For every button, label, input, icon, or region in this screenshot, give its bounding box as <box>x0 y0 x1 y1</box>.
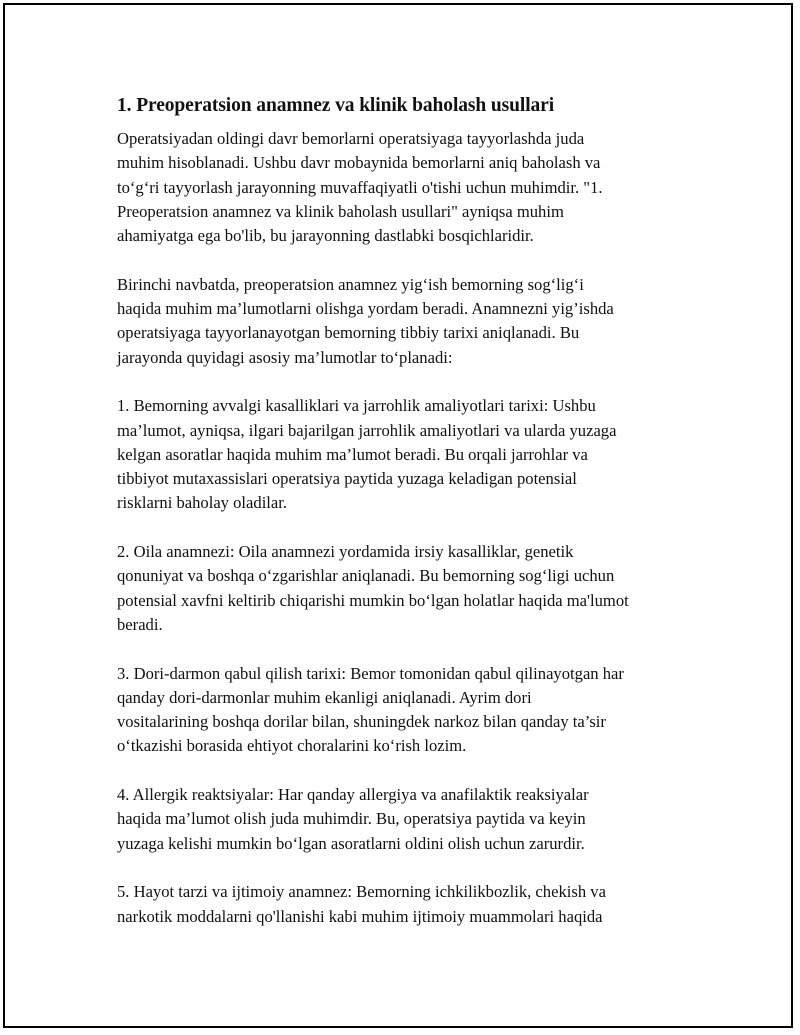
list-item-lifestyle: 5. Hayot tarzi va ijtimoiy anamnez: Bemorning ichkilikbozlik, chekish va narkotik moddalarni qo'llanishi kabi muhim ijtimoiy muammolari haqida <box>117 882 606 926</box>
list-item-allergic-reactions: 4. Allergik reaktsiyalar: Har qanday allergiya va anafilaktik reaksiyalar haqida ma’lumot olish juda muhimdir. Bu, operatsiya paytida va keyin yuzaga kelishi mumkin bo‘lgan asoratlarni oldini olish uchun zarurdir. <box>117 785 589 853</box>
list-item-medication-history: 3. Dori-darmon qabul qilish tarixi: Bemor tomonidan qabul qilinayotgan har qanday dori-darmonlar muhim ekanligi aniqlanadi. Ayrim dori vositalarining boshqa dorilar bilan, shuningdek narkoz bilan qanday ta’sir o‘tkazishi borasida ehtiyot choralarini ko‘rish lozim. <box>117 663 624 756</box>
list-item-previous-illnesses: 1. Bemorning avvalgi kasalliklari va jarrohlik amaliyotlari tarixi: Ushbu ma’lumot, ayniqsa, ilgari bajarilgan jarrohlik amaliyotlari va ularda yuzaga kelgan asoratlar haqida muhim ma’lumot beradi. Bu orqali jarrohlar va tibbiyot mutaxassislari operatsiya paytida yuzaga keladigan potensial risklarni baholay oladilar. <box>117 396 617 513</box>
section-heading: 1. Preoperatsion anamnez va klinik baholash usullari <box>117 95 555 116</box>
document-body <box>117 93 697 953</box>
paragraph-intro: Operatsiyadan oldingi davr bemorlarni operatsiyaga tayyorlashda juda muhim hisoblanadi. Ushbu davr mobaynida bemorlarni aniq baholash va to‘g‘ri tayyorlash jarayonning muvaffaqiyatli o'tishi uchun muhimdir. "1. Preoperatsion anamnez va klinik baholash usullari" ayniqsa muhim ahamiyatga ega bo'lib, bu jarayonning dastlabki bosqichlaridir. <box>117 129 603 246</box>
list-item-family-history: 2. Oila anamnezi: Oila anamnezi yordamida irsiy kasalliklar, genetik qonuniyat va boshqa o‘zgarishlar aniqlanadi. Bu bemorning sog‘ligi uchun potensial xavfni keltirib chiqarishi mumkin bo‘lgan holatlar haqida ma'lumot beradi. <box>117 542 629 634</box>
paragraph-anamnesis: Birinchi navbatda, preoperatsion anamnez yig‘ish bemorning sog‘lig‘i haqida muhim ma’lumotlarni olishga yordam beradi. Anamnezni yig’ishda operatsiyaga tayyorlanayotgan bemorning tibbiy tarixi aniqlanadi. Bu jarayonda quyidagi asosiy ma’lumotlar to‘planadi: <box>117 274 614 367</box>
